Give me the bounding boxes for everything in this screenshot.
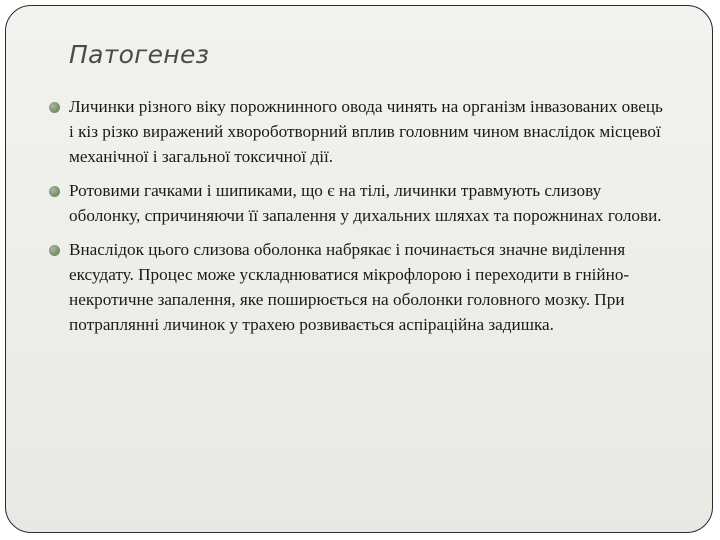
bullet-text: Внаслідок цього слизова оболонка набрякає і починається значне виділення ексудату. Процес може ускладнюватися мікрофлорою і переходити в гнійно-некротичне запалення, яке поширюється на оболонки головного мозку. При потраплянні личинок у трахею розвивається аспіраційна задишка. (69, 240, 630, 334)
slide (5, 5, 713, 533)
slide-title: Патогенез (69, 40, 210, 69)
bullet-item (47, 237, 667, 337)
bullet-dot-icon (49, 102, 60, 113)
bullet-dot-icon (49, 186, 60, 197)
bullet-item (47, 94, 667, 169)
bullet-text: Ротовими гачками і шипиками, що є на тілі, личинки травмують слизову оболонку, спричиняючи її запалення у дихальних шляхах та порожнинах голови. (69, 181, 662, 225)
bullet-dot-icon (49, 245, 60, 256)
bullet-text: Личинки різного віку порожнинного овода чинять на організм інвазованих овець і кіз різко виражений хвороботворний вплив головним чином внаслідок місцевої механічної і загальної токсичної дії. (69, 97, 663, 166)
bullet-item (47, 178, 667, 228)
bullet-list (47, 94, 667, 346)
